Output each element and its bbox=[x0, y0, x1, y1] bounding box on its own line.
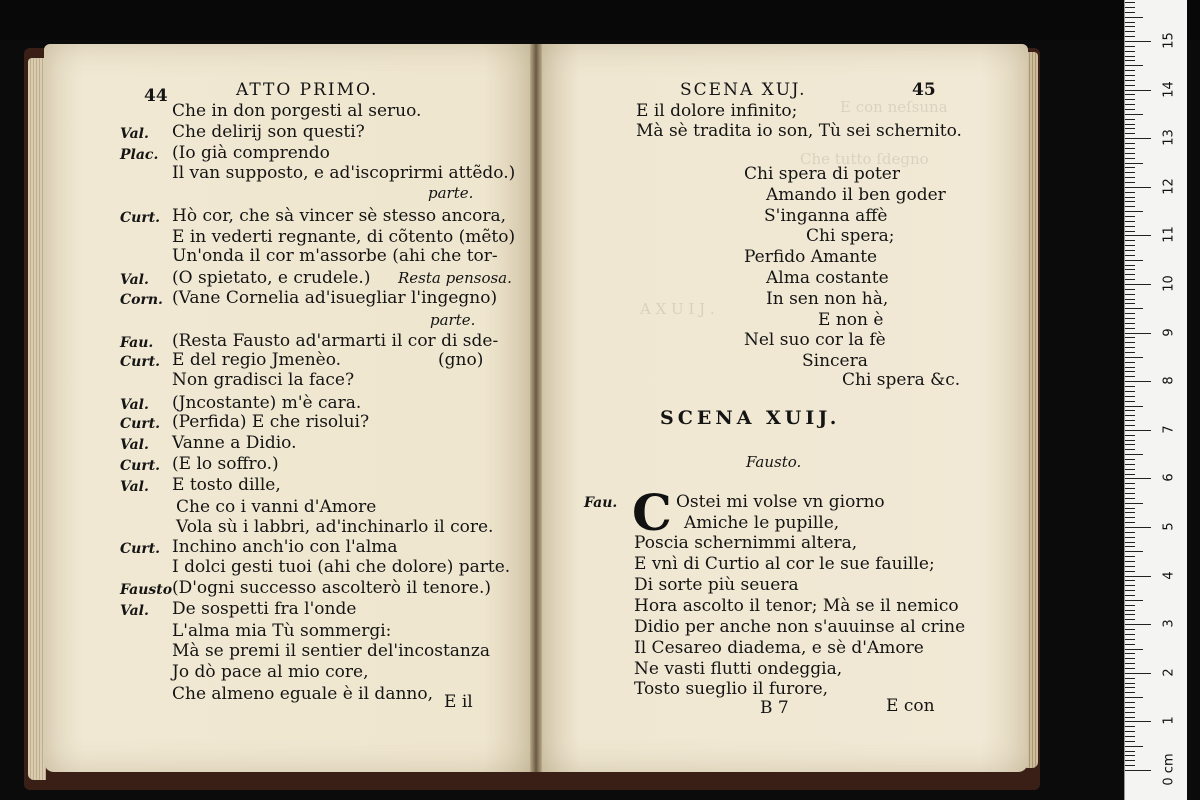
ruler-tick bbox=[1125, 80, 1135, 81]
ruler-tick bbox=[1125, 406, 1143, 407]
ruler-tick bbox=[1125, 765, 1135, 766]
text-line: Che almeno eguale è il danno, bbox=[172, 684, 433, 704]
text-line: L'alma mia Tù sommergi: bbox=[172, 621, 392, 641]
ruler-tick bbox=[1125, 580, 1135, 581]
aria-line: Chi spera; bbox=[806, 226, 895, 246]
speaker-label: Corn. bbox=[120, 292, 163, 308]
ruler-tick bbox=[1125, 619, 1135, 620]
ruler-tick bbox=[1125, 367, 1135, 368]
text-line: Tosto sueglio il furore, bbox=[634, 679, 829, 699]
ruler-tick bbox=[1125, 148, 1135, 149]
ruler-tick bbox=[1125, 289, 1135, 290]
ruler-tick bbox=[1125, 687, 1135, 688]
ruler-tick bbox=[1125, 342, 1135, 343]
aria-line: Alma costante bbox=[766, 268, 889, 288]
text-line: Che in don porgesti al seruo. bbox=[172, 101, 422, 121]
ruler-tick bbox=[1125, 692, 1135, 693]
text-line: (Io già comprendo bbox=[172, 143, 330, 163]
page-number: 45 bbox=[912, 80, 936, 100]
catchword: E il bbox=[444, 692, 473, 712]
ruler-tick bbox=[1125, 284, 1151, 285]
ruler-tick bbox=[1125, 357, 1143, 358]
text-line: (E lo soffro.) bbox=[172, 454, 279, 474]
speaker-label: Val. bbox=[120, 272, 149, 288]
ruler-tick bbox=[1125, 571, 1135, 572]
ruler-tick bbox=[1125, 649, 1143, 650]
ruler-label: 12 bbox=[1161, 178, 1177, 195]
ruler-label: 0 cm bbox=[1161, 753, 1177, 786]
text-line: E in vederti regnante, di cõtento (mẽto) bbox=[172, 227, 516, 247]
ruler-label: 1 bbox=[1161, 716, 1177, 726]
ruler-label: 15 bbox=[1161, 32, 1177, 49]
ruler-tick bbox=[1125, 143, 1135, 144]
ruler-tick bbox=[1125, 65, 1143, 66]
speaker-label: Fau. bbox=[584, 495, 618, 511]
ruler-tick bbox=[1125, 250, 1135, 251]
text-line: Che co i vanni d'Amore bbox=[176, 497, 377, 517]
aria-line: Chi spera di poter bbox=[744, 164, 900, 184]
text-line: (D'ogni successo ascolterò il tenore.) bbox=[172, 578, 491, 598]
ruler-tick bbox=[1125, 517, 1135, 518]
ruler-label: 5 bbox=[1161, 522, 1177, 531]
text-line: (Resta Fausto ad'armarti il cor di sde- bbox=[172, 331, 499, 351]
ruler-tick bbox=[1125, 644, 1135, 645]
ruler-tick bbox=[1125, 124, 1135, 125]
scene-character: Fausto. bbox=[746, 453, 802, 471]
ruler-tick bbox=[1125, 576, 1151, 577]
ruler-tick bbox=[1125, 435, 1135, 436]
ruler-tick bbox=[1125, 75, 1135, 76]
ruler-tick bbox=[1125, 546, 1135, 547]
ruler-tick bbox=[1125, 376, 1135, 377]
ruler-tick bbox=[1125, 469, 1135, 470]
text-line: Jo dò pace al mio core, bbox=[172, 662, 369, 682]
ruler-tick bbox=[1125, 303, 1135, 304]
ruler-tick bbox=[1125, 70, 1135, 71]
ruler-tick bbox=[1125, 605, 1135, 606]
ruler-tick bbox=[1125, 51, 1135, 52]
text-line: Che delirij son questi? bbox=[172, 122, 365, 142]
speaker-label: Curt. bbox=[120, 541, 161, 557]
ruler-tick bbox=[1125, 240, 1135, 241]
ruler-tick bbox=[1125, 337, 1135, 338]
ruler-label: 8 bbox=[1161, 376, 1177, 385]
ruler-tick bbox=[1125, 561, 1135, 562]
ruler-tick bbox=[1125, 741, 1135, 742]
ruler-label: 9 bbox=[1161, 327, 1177, 337]
speaker-label: Val. bbox=[120, 126, 149, 142]
ruler-label: 2 bbox=[1161, 668, 1177, 677]
aria-line: Sincera bbox=[802, 351, 868, 371]
ruler-label: 11 bbox=[1161, 226, 1177, 244]
text-line: Inchino anch'io con l'alma bbox=[172, 537, 398, 557]
ruler-tick bbox=[1125, 532, 1135, 533]
ruler-tick bbox=[1125, 308, 1143, 309]
ruler-tick bbox=[1125, 133, 1135, 134]
ruler-tick bbox=[1125, 128, 1135, 129]
ruler-tick bbox=[1125, 678, 1135, 679]
ruler-tick bbox=[1125, 182, 1135, 183]
ruler-label: 6 bbox=[1161, 473, 1177, 483]
ruler-tick bbox=[1125, 109, 1135, 110]
ruler-tick bbox=[1125, 172, 1135, 173]
ruler-tick bbox=[1125, 94, 1135, 95]
show-through-text: E con neſsuna bbox=[840, 98, 948, 116]
ruler-tick bbox=[1125, 585, 1135, 586]
ruler-tick bbox=[1125, 211, 1143, 212]
aria-line: Chi spera &c. bbox=[842, 370, 961, 390]
ruler-tick bbox=[1125, 478, 1151, 479]
speaker-label: Curt. bbox=[120, 458, 161, 474]
ruler-tick bbox=[1125, 318, 1135, 319]
text-line: (O spietato, e crudele.) bbox=[172, 268, 371, 288]
ruler-tick bbox=[1125, 41, 1151, 42]
show-through-text: A X U I J . bbox=[640, 300, 715, 318]
ruler-label: 3 bbox=[1161, 619, 1177, 628]
text-line: Hò cor, che sà vincer sè stesso ancora, bbox=[172, 206, 506, 226]
ruler-tick bbox=[1125, 537, 1135, 538]
ruler-tick bbox=[1125, 430, 1151, 431]
ruler-tick bbox=[1125, 721, 1151, 722]
speaker-label: Fausto bbox=[120, 582, 173, 598]
speaker-label: Curt. bbox=[120, 416, 161, 432]
ruler-tick bbox=[1125, 527, 1151, 528]
ruler-tick bbox=[1125, 498, 1135, 499]
ruler-tick bbox=[1125, 333, 1151, 334]
ruler-label: 10 bbox=[1161, 275, 1177, 292]
ruler-tick bbox=[1125, 138, 1151, 139]
signature-mark: B 7 bbox=[760, 698, 789, 718]
ruler-tick bbox=[1125, 206, 1135, 207]
aria-line: S'inganna affè bbox=[764, 206, 888, 226]
ruler-tick bbox=[1125, 299, 1135, 300]
ruler-tick bbox=[1125, 294, 1135, 295]
text-line: (Perfida) E che risolui? bbox=[172, 412, 370, 432]
ruler-tick bbox=[1125, 201, 1135, 202]
ruler-tick bbox=[1125, 653, 1135, 654]
ruler-tick bbox=[1125, 352, 1135, 353]
ruler-tick bbox=[1125, 167, 1135, 168]
ruler-tick bbox=[1125, 420, 1135, 421]
text-line: (gno) bbox=[438, 350, 484, 370]
ruler-tick bbox=[1125, 668, 1135, 669]
ruler-tick bbox=[1125, 104, 1135, 105]
page-number: 44 bbox=[144, 86, 168, 106]
text-line: Poscia schernimmi altera, bbox=[634, 533, 858, 553]
ruler-tick bbox=[1125, 512, 1135, 513]
ruler-tick bbox=[1125, 2, 1135, 3]
ruler-tick bbox=[1125, 391, 1135, 392]
ruler-tick bbox=[1125, 415, 1135, 416]
speaker-label: Val. bbox=[120, 479, 149, 495]
ruler-tick bbox=[1125, 712, 1135, 713]
ruler-tick bbox=[1125, 231, 1135, 232]
ruler-tick bbox=[1125, 731, 1135, 732]
aria-line: E non è bbox=[818, 310, 884, 330]
ruler-tick bbox=[1125, 26, 1135, 27]
ruler-tick bbox=[1125, 226, 1135, 227]
ruler-tick bbox=[1125, 197, 1135, 198]
ruler-tick bbox=[1125, 663, 1135, 664]
text-line: E tosto dille, bbox=[172, 475, 281, 495]
ruler-tick bbox=[1125, 114, 1143, 115]
speaker-label: Val. bbox=[120, 437, 149, 453]
text-line: Vanne a Didio. bbox=[172, 433, 297, 453]
text-line: E il dolore infinito; bbox=[636, 101, 798, 121]
ruler-tick bbox=[1125, 177, 1135, 178]
text-line: Hora ascolto il tenor; Mà se il nemico bbox=[634, 596, 959, 616]
ruler-tick bbox=[1125, 746, 1143, 747]
text-line: Non gradisci la face? bbox=[172, 370, 355, 390]
ruler-tick bbox=[1125, 7, 1135, 8]
ruler-tick bbox=[1125, 265, 1135, 266]
ruler-tick bbox=[1125, 17, 1143, 18]
ruler-tick bbox=[1125, 595, 1135, 596]
ruler-tick bbox=[1125, 347, 1135, 348]
ruler-tick bbox=[1125, 279, 1135, 280]
ruler-tick bbox=[1125, 31, 1135, 32]
ruler-tick bbox=[1125, 702, 1135, 703]
ruler-tick bbox=[1125, 459, 1135, 460]
ruler-tick bbox=[1125, 483, 1135, 484]
ruler-tick bbox=[1125, 755, 1135, 756]
ruler-tick bbox=[1125, 260, 1143, 261]
drop-cap: C bbox=[632, 483, 672, 542]
stage-direction: Resta pensosa. bbox=[398, 269, 512, 287]
text-line: Il van supposto, e ad'iscoprirmi attẽdo.) bbox=[172, 163, 516, 183]
text-line: Didio per anche non s'auuinse al crine bbox=[634, 617, 966, 637]
ruler-tick bbox=[1125, 590, 1135, 591]
ruler-tick bbox=[1125, 697, 1143, 698]
ruler-tick bbox=[1125, 454, 1143, 455]
text-line: E del regio Jmenèo. bbox=[172, 350, 342, 370]
ruler-tick bbox=[1125, 22, 1135, 23]
catchword: E con bbox=[886, 696, 935, 716]
speaker-label: Curt. bbox=[120, 354, 161, 370]
ruler-tick bbox=[1125, 770, 1151, 771]
ruler-tick bbox=[1125, 46, 1135, 47]
ruler-label: 4 bbox=[1161, 570, 1177, 580]
ruler-tick bbox=[1125, 90, 1151, 91]
ruler-tick bbox=[1125, 192, 1135, 193]
text-line: Mà sè tradita io son, Tù sei schernito. bbox=[636, 121, 962, 141]
ruler-tick bbox=[1125, 464, 1135, 465]
speaker-label: Plac. bbox=[120, 147, 159, 163]
text-line: (Jncostante) m'è cara. bbox=[172, 393, 362, 413]
text-line: De sospetti fra l'onde bbox=[172, 599, 357, 619]
ruler-tick bbox=[1125, 736, 1135, 737]
ruler-tick bbox=[1125, 508, 1135, 509]
text-line: (Vane Cornelia ad'isuegliar l'ingegno) bbox=[172, 288, 498, 308]
ruler-tick bbox=[1125, 371, 1135, 372]
background bbox=[0, 0, 1200, 40]
aria-line: Nel suo cor la fè bbox=[744, 330, 886, 350]
book-gutter bbox=[530, 44, 542, 772]
ruler-tick bbox=[1125, 221, 1135, 222]
ruler-tick bbox=[1125, 216, 1135, 217]
ruler-tick bbox=[1125, 673, 1151, 674]
ruler-tick bbox=[1125, 187, 1151, 188]
text-line: Mà se premi il sentier del'incostanza bbox=[172, 641, 490, 661]
ruler-tick bbox=[1125, 542, 1135, 543]
ruler-tick bbox=[1125, 269, 1135, 270]
ruler-tick bbox=[1125, 12, 1135, 13]
ruler-tick bbox=[1125, 99, 1135, 100]
ruler-label: 7 bbox=[1161, 425, 1177, 434]
ruler-tick bbox=[1125, 386, 1135, 387]
ruler-tick bbox=[1125, 323, 1135, 324]
ruler-tick bbox=[1125, 639, 1135, 640]
ruler-tick bbox=[1125, 60, 1135, 61]
ruler-label: 13 bbox=[1161, 129, 1177, 146]
stage-direction: parte. bbox=[430, 311, 476, 329]
aria-line: Perfido Amante bbox=[744, 247, 878, 267]
ruler-tick bbox=[1125, 474, 1135, 475]
ruler-tick bbox=[1125, 522, 1135, 523]
speaker-label: Curt. bbox=[120, 210, 161, 226]
ruler-tick bbox=[1125, 683, 1135, 684]
ruler-tick bbox=[1125, 726, 1135, 727]
ruler-tick bbox=[1125, 235, 1151, 236]
ruler-tick bbox=[1125, 600, 1143, 601]
show-through-text: Che tutto ſdegno bbox=[800, 150, 929, 168]
ruler-tick bbox=[1125, 658, 1135, 659]
ruler-tick bbox=[1125, 556, 1135, 557]
ruler-tick bbox=[1125, 610, 1135, 611]
ruler-tick bbox=[1125, 313, 1135, 314]
ruler-tick bbox=[1125, 255, 1135, 256]
ruler-tick bbox=[1125, 707, 1135, 708]
ruler-tick bbox=[1125, 401, 1135, 402]
text-line: Il Cesareo diadema, e sè d'Amore bbox=[634, 638, 924, 658]
ruler-tick bbox=[1125, 760, 1135, 761]
running-head: SCENA XUJ. bbox=[680, 80, 807, 100]
text-line: Di sorte più seuera bbox=[634, 575, 799, 595]
ruler-tick bbox=[1125, 751, 1135, 752]
ruler-tick bbox=[1125, 566, 1135, 567]
ruler-tick bbox=[1125, 624, 1151, 625]
text-line: Un'onda il cor m'assorbe (ahi che tor- bbox=[172, 246, 498, 266]
ruler-tick bbox=[1125, 396, 1135, 397]
ruler-tick bbox=[1125, 36, 1135, 37]
ruler-tick bbox=[1125, 717, 1135, 718]
ruler-tick bbox=[1125, 85, 1135, 86]
ruler-tick bbox=[1125, 153, 1135, 154]
ruler-tick bbox=[1125, 56, 1135, 57]
ruler-label: 14 bbox=[1161, 80, 1177, 98]
ruler-tick bbox=[1125, 274, 1135, 275]
text-line: Ostei mi volse vn giorno bbox=[676, 492, 885, 512]
ruler-tick bbox=[1125, 425, 1135, 426]
ruler-tick bbox=[1125, 381, 1151, 382]
speaker-label: Fau. bbox=[120, 335, 154, 351]
ruler-tick bbox=[1125, 449, 1135, 450]
aria-line: In sen non hà, bbox=[766, 289, 889, 309]
ruler-tick bbox=[1125, 444, 1135, 445]
ruler-tick bbox=[1125, 158, 1135, 159]
aria-line: Amando il ben goder bbox=[766, 185, 946, 205]
text-line: E vnì di Curtio al cor le sue fauille; bbox=[634, 554, 935, 574]
ruler-tick bbox=[1125, 163, 1143, 164]
text-line: Amiche le pupille, bbox=[684, 513, 840, 533]
text-line: Ne vasti flutti ondeggia, bbox=[634, 659, 843, 679]
ruler-tick bbox=[1125, 328, 1135, 329]
ruler-tick bbox=[1125, 614, 1135, 615]
text-line: I dolci gesti tuoi (ahi che dolore) parte. bbox=[172, 557, 511, 577]
ruler-tick bbox=[1125, 410, 1135, 411]
ruler-tick bbox=[1125, 634, 1135, 635]
running-head: ATTO PRIMO. bbox=[236, 80, 379, 100]
ruler-tick bbox=[1125, 362, 1135, 363]
ruler-tick bbox=[1125, 551, 1143, 552]
ruler-tick bbox=[1125, 488, 1135, 489]
ruler-tick bbox=[1125, 245, 1135, 246]
ruler-tick bbox=[1125, 493, 1135, 494]
ruler-tick bbox=[1125, 629, 1135, 630]
ruler-tick bbox=[1125, 119, 1135, 120]
ruler-tick bbox=[1125, 440, 1135, 441]
speaker-label: Val. bbox=[120, 603, 149, 619]
stage-direction: parte. bbox=[428, 184, 474, 202]
speaker-label: Val. bbox=[120, 397, 149, 413]
text-line: Vola sù i labbri, ad'inchinarlo il core. bbox=[176, 517, 494, 537]
measurement-ruler bbox=[1124, 0, 1187, 800]
scene-title: SCENA XUIJ. bbox=[660, 407, 841, 429]
ruler-tick bbox=[1125, 503, 1143, 504]
